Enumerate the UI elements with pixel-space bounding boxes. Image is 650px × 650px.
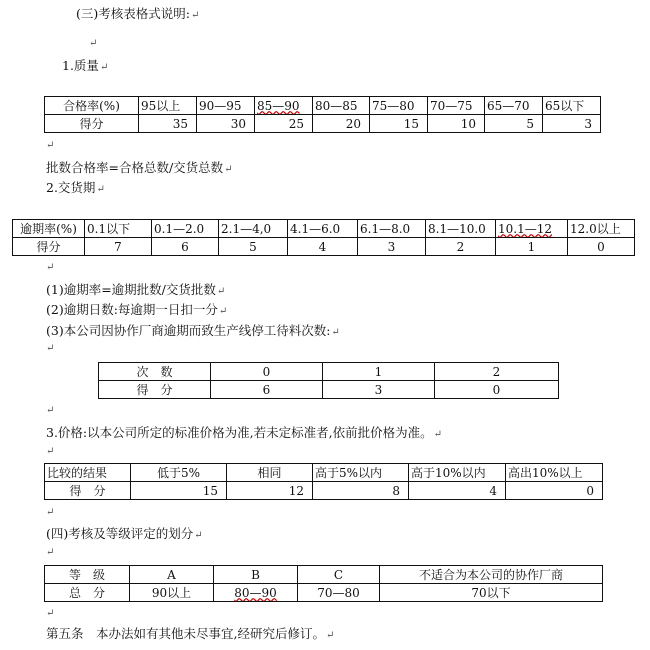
price-table [44,463,603,500]
table-cell: 0 [211,363,323,381]
table-cell: 20 [313,115,370,133]
delivery-table [12,219,635,256]
table-cell: 1 [496,238,568,256]
table-cell: 2 [426,238,496,256]
table-cell: 不适合为本公司的协作厂商 [380,566,603,584]
table-cell: 2.1—4,0 [219,220,288,238]
table-cell: 8.1—10.0 [426,220,496,238]
paragraph-mark-icon: ↵ [46,262,55,273]
table-cell: 85—90 [255,97,313,115]
paragraph-mark-icon: ↵ [46,343,55,354]
table-cell: 25 [255,115,313,133]
table-cell: 90以上 [130,584,214,602]
table-cell: 3 [543,115,601,133]
table-cell: 15 [370,115,428,133]
table-cell: 低于5% [131,464,227,482]
row-label: 得分 [45,115,139,133]
paragraph-mark-icon: ↵ [331,327,340,338]
paragraph-mark-icon: ↵ [99,62,109,73]
price-header-row [45,464,603,482]
row-label: 等 级 [45,566,130,584]
row-label: 得 分 [45,482,131,500]
table-cell: 0 [435,381,559,399]
table-cell: 0 [506,482,603,500]
table-cell: A [130,566,214,584]
paragraph-mark-icon: ↵ [46,547,55,558]
paragraph-mark-icon: ↵ [46,507,55,518]
table-cell: 6 [152,238,219,256]
paragraph-mark-icon: ↵ [216,286,226,297]
table-cell: 95以上 [139,97,197,115]
grading-table [44,565,603,602]
table-cell: 0.1—2.0 [152,220,219,238]
table-cell: 3 [358,238,426,256]
row-label: 得分 [13,238,85,256]
table-cell: 75—80 [370,97,428,115]
quality-title: 1.质量↵ [62,58,109,73]
table-cell: 高于10%以内 [409,464,506,482]
quality-table [44,96,601,133]
paragraph-mark-icon: ↵ [46,446,55,457]
paragraph-mark-icon: ↵ [433,429,442,440]
table-cell: 6.1—8.0 [358,220,426,238]
table-cell: 0 [568,238,635,256]
paragraph-mark-icon: ↵ [96,184,105,195]
grading-title: (四)考核及等级评定的划分↵ [46,526,203,541]
table-cell: 2 [435,363,559,381]
table-cell: 65—70 [485,97,543,115]
price-score-row [45,482,603,500]
table-cell: 5 [219,238,288,256]
table-cell: 35 [139,115,197,133]
delivery-title: 2.交货期↵ [46,180,105,195]
table-cell: 70—75 [428,97,485,115]
row-label: 得 分 [99,381,211,399]
paragraph-mark-icon: ↵ [46,140,55,151]
delivery-note-1: (1)逾期率=逾期批数/交货批数↵ [46,282,226,297]
row-label: 总 分 [45,584,130,602]
row-label: 合格率(%) [45,97,139,115]
quality-range-row [45,97,601,115]
delivery-range-row [13,220,635,238]
paragraph-mark-icon: ↵ [224,164,233,175]
table-cell: 70—80 [298,584,380,602]
table-cell: 80—85 [313,97,370,115]
table-cell: 3 [323,381,435,399]
row-label: 比较的结果 [45,464,131,482]
quality-formula: 批数合格率=合格总数/交货总数↵ [46,160,233,175]
paragraph-mark-icon: ↵ [89,38,98,49]
paragraph-mark-icon: ↵ [46,405,55,416]
table-cell: 30 [197,115,255,133]
table-cell: 10.1—12 [496,220,568,238]
quality-score-row [45,115,601,133]
table-cell: 10 [428,115,485,133]
table-cell: 4 [288,238,358,256]
table-cell: 12.0以上 [568,220,635,238]
table-cell: 高出10%以上 [506,464,603,482]
table-cell: 12 [227,482,313,500]
row-label: 次 数 [99,363,211,381]
grading-range-row [45,584,603,602]
table-cell: 8 [313,482,409,500]
table-cell: 6 [211,381,323,399]
grading-grade-row [45,566,603,584]
table-cell: 15 [131,482,227,500]
stoppage-score-row [99,381,559,399]
table-cell: 0.1以下 [85,220,152,238]
paragraph-mark-icon: ↵ [194,530,203,541]
stoppage-table [98,362,559,399]
table-cell: 4.1—6.0 [288,220,358,238]
table-cell: 90—95 [197,97,255,115]
table-cell: 80—90 [214,584,298,602]
table-cell: 1 [323,363,435,381]
paragraph-mark-icon: ↵ [218,306,228,317]
section-heading: (三)考核表格式说明:↵ [76,6,200,21]
table-cell: C [298,566,380,584]
row-label: 逾期率(%) [13,220,85,238]
table-cell: 相同 [227,464,313,482]
stoppage-count-row [99,363,559,381]
table-cell: 7 [85,238,152,256]
table-cell: 4 [409,482,506,500]
table-cell: 5 [485,115,543,133]
table-cell: 70以下 [380,584,603,602]
paragraph-mark-icon: ↵ [325,630,335,641]
delivery-score-row [13,238,635,256]
table-cell: 65以下 [543,97,601,115]
table-cell: 高于5%以内 [313,464,409,482]
delivery-note-2: (2)逾期日数:每逾期一日扣一分↵ [46,302,228,317]
table-cell: B [214,566,298,584]
paragraph-mark-icon: ↵ [46,608,55,619]
price-text: 3.价格:以本公司所定的标准价格为准,若未定标准者,依前批价格为准。↵ [46,425,442,440]
delivery-note-3: (3)本公司因协作厂商逾期而致生产线停工待料次数:↵ [46,323,340,338]
paragraph-mark-icon: ↵ [190,10,200,21]
closing-clause: 第五条 本办法如有其他未尽事宜,经研究后修订。↵ [46,626,335,641]
